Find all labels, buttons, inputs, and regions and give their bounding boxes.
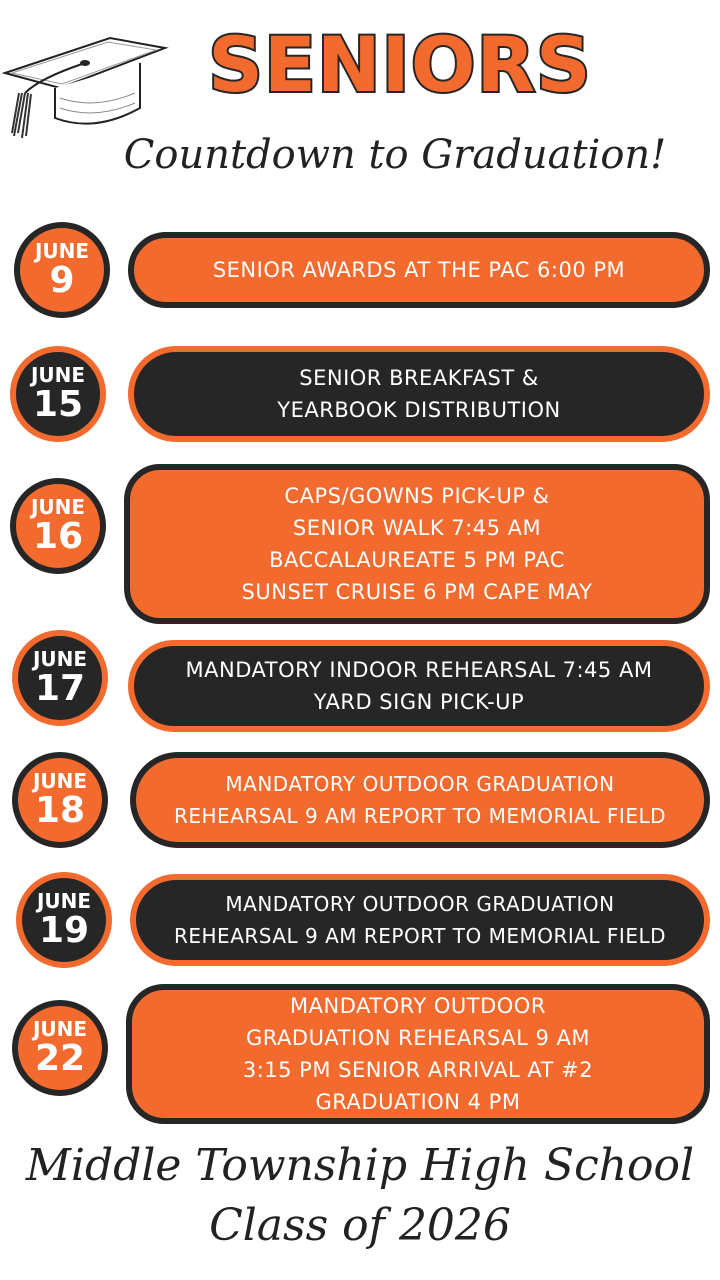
date-day: 19 <box>38 910 90 951</box>
event-pill <box>124 464 710 624</box>
event-pill <box>128 346 710 442</box>
event-pill <box>126 984 710 1124</box>
event-pill <box>130 752 710 848</box>
date-badge <box>14 222 110 318</box>
date-badge <box>10 478 106 574</box>
event-pill <box>128 232 710 308</box>
date-day: 22 <box>34 1038 86 1079</box>
date-month: JUNE <box>30 363 86 387</box>
event-text: MANDATORY INDOOR REHEARSAL 7:45 AM YARD SIGN PICK-UP <box>185 658 653 714</box>
date-month: JUNE <box>32 647 88 671</box>
date-day: 15 <box>32 384 84 425</box>
event-text: MANDATORY OUTDOOR GRADUATION REHEARSAL 9 AM REPORT TO MEMORIAL FIELD <box>173 772 667 828</box>
class-year: Class of 2026 <box>209 1200 511 1251</box>
date-day: 9 <box>49 260 75 301</box>
date-badge <box>12 630 108 726</box>
event-text: CAPS/GOWNS PICK-UP & SENIOR WALK 7:45 AM BACCALAUREATE 5 PM PAC SUNSET CRUISE 6 PM CAPE MAY <box>241 484 593 604</box>
date-month: JUNE <box>32 1017 88 1041</box>
event-text: MANDATORY OUTDOOR GRADUATION REHEARSAL 9 AM 3:15 PM SENIOR ARRIVAL AT #2 GRADUATION 4 PM <box>242 994 594 1114</box>
event-text: SENIOR AWARDS AT THE PAC 6:00 PM <box>212 258 626 282</box>
event-text: MANDATORY OUTDOOR GRADUATION REHEARSAL 9 AM REPORT TO MEMORIAL FIELD <box>173 892 667 948</box>
event-pill <box>128 640 710 732</box>
event-text: SENIOR BREAKFAST & YEARBOOK DISTRIBUTION <box>277 366 561 422</box>
date-badge <box>12 752 108 848</box>
date-month: JUNE <box>30 495 86 519</box>
date-month: JUNE <box>36 889 92 913</box>
date-badge <box>12 1000 108 1096</box>
date-day: 16 <box>32 516 84 557</box>
date-month: JUNE <box>32 769 88 793</box>
date-month: JUNE <box>34 239 90 263</box>
date-day: 17 <box>34 668 86 709</box>
school-name: Middle Township High School <box>25 1140 695 1191</box>
event-pill <box>130 874 710 966</box>
date-badge <box>10 346 106 442</box>
page-title: SENIORS <box>208 20 592 109</box>
page-subtitle: Countdown to Graduation! <box>123 132 667 178</box>
date-badge <box>16 872 112 968</box>
date-day: 18 <box>34 790 86 831</box>
